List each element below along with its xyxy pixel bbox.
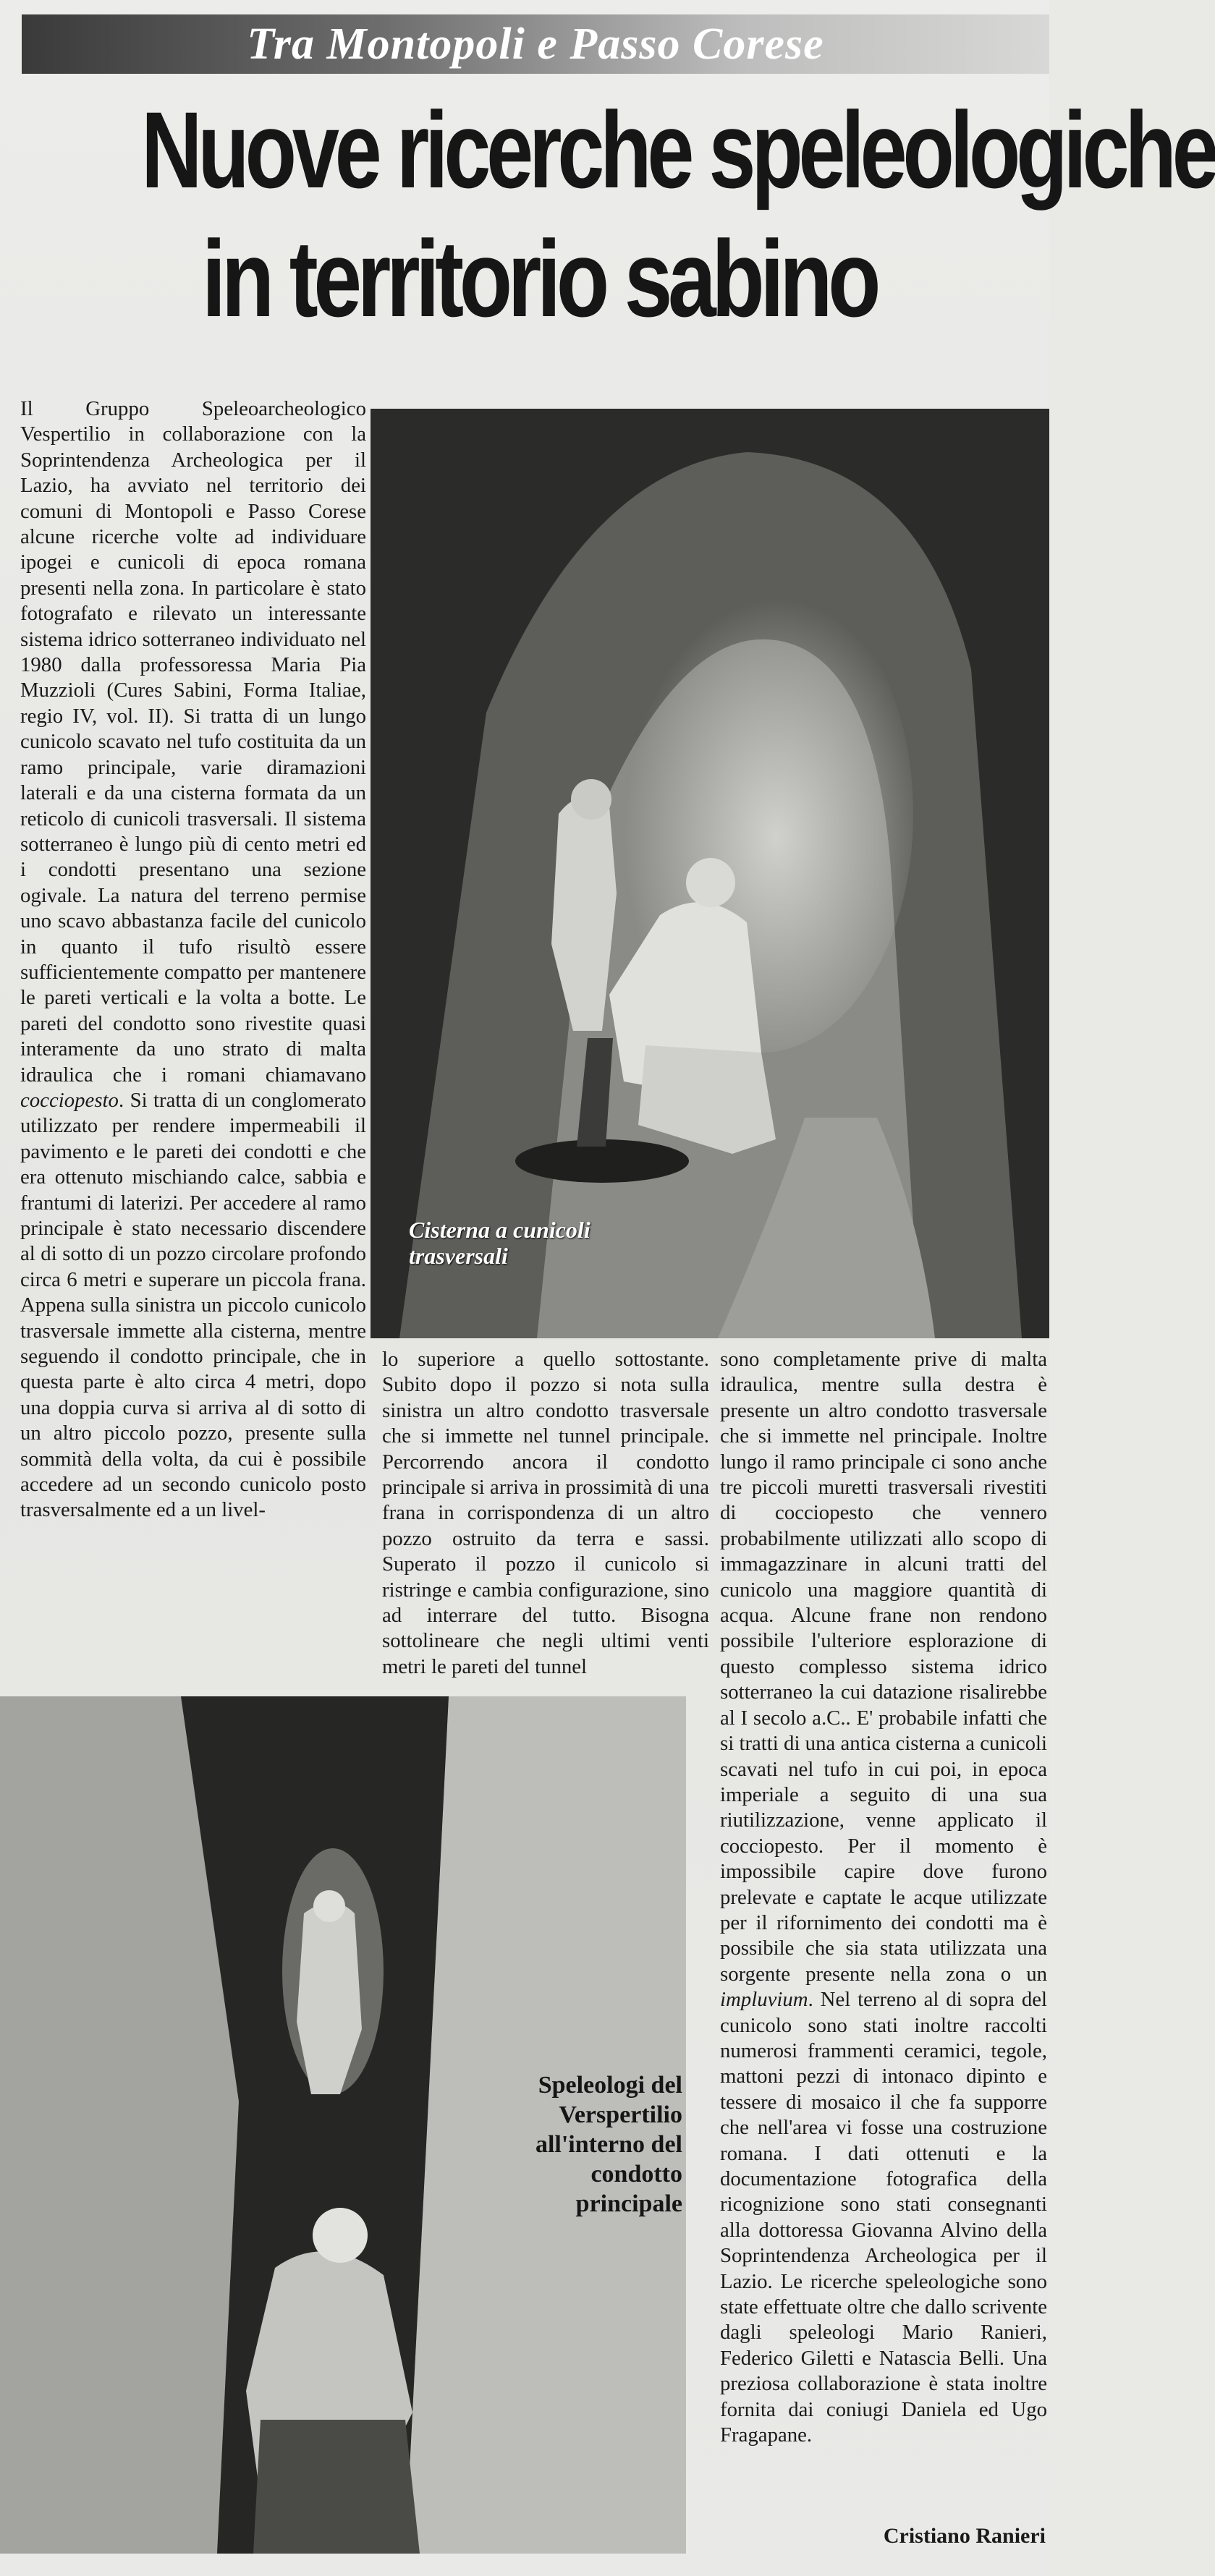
photo-2-caption: Speleologi del Verspertilio all'interno del condotto principale <box>535 2072 682 2217</box>
column-1-text-a: Il Gruppo Speleoarcheologico Vespertilio in collaborazione con la Soprintendenza Archeologica per il Lazio, ha avviato nel territorio dei comuni di Montopoli e Passo Corese alcune ricerche volte ad individuare ipogei e cunicoli di epoca romana presenti nella zona. In particolare è stato fotografato e rilevato un interessante sistema idrico sotterraneo individuato nel 1980 dalla professoressa Maria Pia Muzzioli (Cures Sabini, Forma Italiae, regio IV, vol. II). Si tratta di un lungo cunicolo scavato nel tufo costituita da un ramo principale, varie diramazioni laterali e da una cisterna formata da un reticolo di cunicoli trasversali. Il sistema sotterraneo è lungo più di cento metri ed i condotti presentano una sezione ogivale. La natura del terreno permise uno scavo abbastanza facile del cunicolo in quanto il tufo risultò essere sufficientemente compatto per mantenere le pareti verticali e la volta a botte. Le pareti del condotto sono rivestite quasi interamente da uno strato di malta idraulica che i romani chiamavano <box>20 397 366 1087</box>
photo-cistern-tunnel <box>371 409 1049 1338</box>
column-3-emphasis: impluvium <box>720 1988 808 2012</box>
headline-line-2: in territorio sabino <box>201 218 877 339</box>
article-column-2 <box>382 1347 709 1691</box>
column-1-text <box>20 396 366 1523</box>
column-3-text-b: . Nel terreno al di sopra del cunicolo sono stati inoltre raccolti numerosi frammenti ceramici, tegole, mattoni pezzi di intonaco dipinto e tessere di mosaico il che fa supporre che nell'area vi fosse una costruzione romana. I dati ottenuti e la documentazione fotografica della ricognizione sono stati consegnanti alla dottoressa Giovanna Alvino della Soprintendenza Archeologica per il Lazio. Le ricerche speleologiche sono state effettuate oltre che dallo scrivente dagli speleologi Mario Ranieri, Federico Giletti e Natascia Belli. Una preziosa collaborazione è stata inoltre fornita dai coniugi Daniela ed Ugo Fragapane. <box>720 1988 1047 2447</box>
column-1-emphasis: cocciopesto <box>20 1088 119 1112</box>
article-column-1 <box>20 396 366 1678</box>
column-3-text <box>720 1347 1047 2448</box>
photo-1-caption: Cisterna a cunicoli trasversali <box>409 1217 590 1269</box>
column-2-text: lo superiore a quello sottostante. Subito dopo il pozzo si nota sulla sinistra un altro condotto trasversale che si immette nel tunnel principale. Percorrendo ancora il condotto principale si arriva in prossimità di una frana in corrispondenza di un altro pozzo ostruito da terra e sassi. Superato il pozzo il cunicolo si ristringe e cambia configurazione, sino ad interrare del tutto. Bisogna sottolineare che negli ultimi venti metri le pareti del tunnel <box>382 1348 709 1678</box>
kicker-title: Tra Montopoli e Passo Corese <box>247 20 824 69</box>
author-byline: Cristiano Ranieri <box>883 2524 1046 2548</box>
column-3-text-a: sono completamente prive di malta idraulica, mentre sulla destra è presente un altro condotto trasversale che si immette nel principale. Inoltre lungo il ramo principale ci sono anche tre piccoli muretti trasversali rivestiti di cocciopesto che vennero probabilmente utilizzati allo scopo di immagazzinare in alcuni tratti del cunicolo una maggiore quantità di acqua. Alcune frane non rendono possibile l'ulteriore esplorazione di questo complesso sistema idrico sotterraneo la cui datazione risalirebbe al I secolo a.C.. E' probabile infatti che si tratti di una antica cisterna a cunicoli scavati nel tufo in cui poi, in epoca imperiale a seguito di una sua riutilizzazione, venne applicato il cocciopesto. Per il momento è impossibile capire dove furono prelevate e captate le acque utilizzate per il rifornimento dei condotti ma è possibile che sia stata utilizzata una sorgente presente nella zona o un <box>720 1348 1047 1986</box>
cave-photo-illustration <box>371 409 1049 1338</box>
headline-line-1: Nuove ricerche speleologiche <box>141 89 1215 211</box>
article-column-3 <box>720 1347 1047 2544</box>
column-1-text-b: . Si tratta di un conglomerato utilizzato per rendere impermeabili il pavimento e le pareti dei condotti e che era ottenuto mischiando calce, sabbia e frantumi di laterizi. Per accedere al ramo principale è stato necessario discendere al di sotto di un pozzo circolare profondo circa 6 metri e superare un piccola frana. Appena sulla sinistra un piccolo cunicolo trasversale immette alla cisterna, mentre seguendo il condotto principale, che in questa parte è alto circa 4 metri, dopo una doppia curva si arriva al di sotto di un altro piccolo pozzo, presente sulla sommità della volta, da cui è possibile accedere ad un secondo cunicolo posto trasversalmente ed a un livel- <box>20 1088 366 1522</box>
